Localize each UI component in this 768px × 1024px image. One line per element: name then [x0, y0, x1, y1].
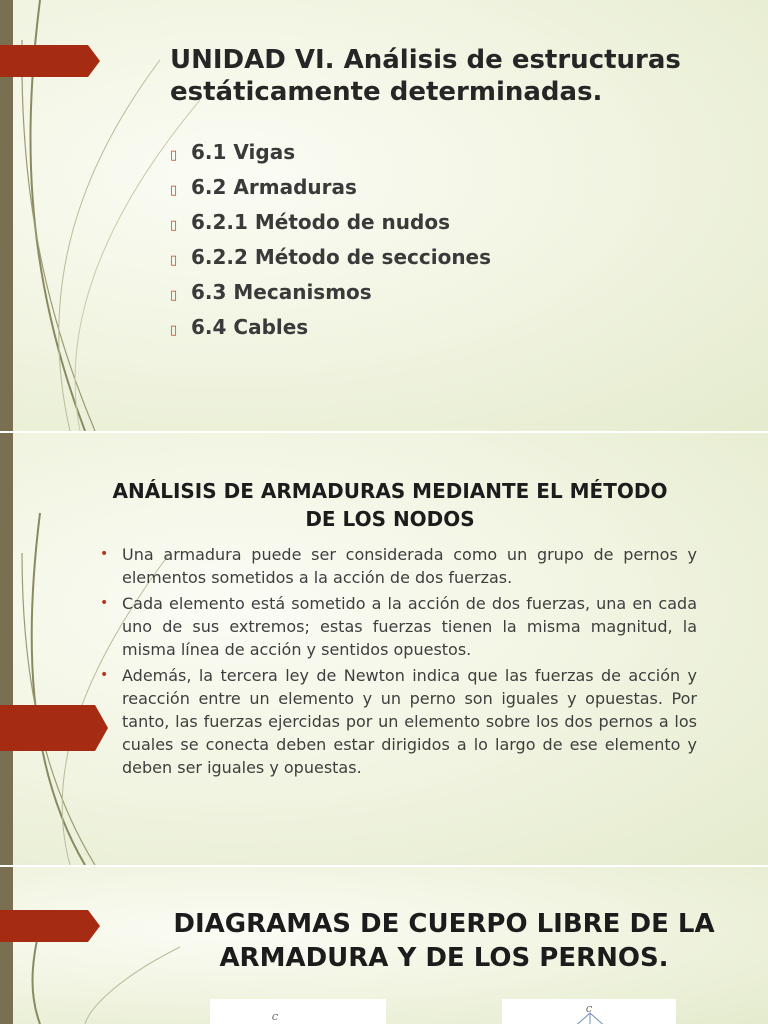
- topic-list: [170, 138, 491, 348]
- list-item: [100, 543, 697, 589]
- list-item-label: 6.3 Mecanismos: [191, 280, 372, 304]
- slide-1: [0, 0, 768, 431]
- list-item: [100, 592, 697, 661]
- bullet-icon: ▯: [170, 323, 178, 338]
- paragraph-text: Una armadura puede ser considerada como un grupo de pernos y elementos sometidos a la acción de dos fuerzas.: [122, 545, 697, 587]
- free-body-diagram: [210, 999, 386, 1024]
- paragraph-list: [100, 543, 697, 782]
- bullet-icon: •: [100, 546, 109, 562]
- list-item-label: 6.2.1 Método de nudos: [191, 210, 450, 234]
- list-item-label: 6.2 Armaduras: [191, 175, 357, 199]
- slide-title: ANÁLISIS DE ARMADURAS MEDIANTE EL MÉTODO DE LOS NODOS: [112, 479, 668, 531]
- accent-arrow: [0, 910, 100, 942]
- slide-title: DIAGRAMAS DE CUERPO LIBRE DE LA ARMADURA Y DE LOS PERNOS.: [173, 909, 715, 973]
- slide-title: UNIDAD VI. Análisis de estructuras estáticamente determinadas.: [170, 45, 681, 107]
- accent-arrow: [0, 705, 108, 751]
- bullet-icon: ▯: [170, 218, 178, 233]
- list-item-label: 6.2.2 Método de secciones: [191, 245, 492, 269]
- figure-label: C: [586, 1005, 593, 1014]
- list-item: [170, 208, 491, 243]
- paragraph-text: Cada elemento está sometido a la acción de dos fuerzas, una en cada uno de sus extremos; estas fuerzas tienen la misma magnitud, la misma línea de acción y sentidos opuestos.: [122, 594, 697, 659]
- truss-sketch: [502, 999, 676, 1024]
- list-item: [170, 278, 491, 313]
- list-item: [170, 313, 491, 348]
- figure-label: C: [272, 1013, 279, 1022]
- bullet-icon: •: [100, 595, 109, 611]
- slide-3: [0, 867, 768, 1024]
- bullet-icon: ▯: [170, 288, 178, 303]
- list-item-label: 6.1 Vigas: [191, 140, 296, 164]
- list-item: [170, 173, 491, 208]
- bullet-icon: ▯: [170, 253, 178, 268]
- paragraph-text: Además, la tercera ley de Newton indica que las fuerzas de acción y reacción entre un elemento y un perno son iguales y opuestas. Por tanto, las fuerzas ejercidas por un elemento sobre los dos pernos a los cuales se conecta deben estar dirigidos a lo largo de ese elemento y deben ser iguales y opuestas.: [122, 666, 697, 777]
- list-item-label: 6.4 Cables: [191, 315, 309, 339]
- accent-arrow: [0, 45, 100, 77]
- list-item: [100, 664, 697, 779]
- slide-2: [0, 433, 768, 865]
- bullet-icon: ▯: [170, 148, 178, 163]
- bullet-icon: ▯: [170, 183, 178, 198]
- list-item: [170, 138, 491, 173]
- bullet-icon: •: [100, 667, 109, 683]
- free-body-diagram: [502, 999, 676, 1024]
- list-item: [170, 243, 491, 278]
